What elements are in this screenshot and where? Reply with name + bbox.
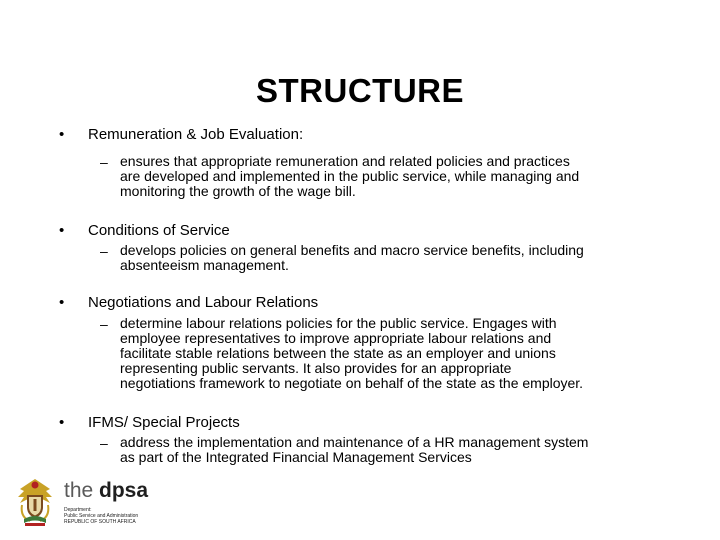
- logo-word-the: the: [64, 479, 100, 502]
- bullet-marker: •: [59, 294, 65, 311]
- bullet-heading: Conditions of Service: [88, 222, 230, 239]
- logo-subtitle-line: Department:: [64, 507, 92, 513]
- page-title: STRUCTURE: [256, 72, 464, 109]
- bullet-description: [120, 435, 660, 465]
- description-line: determine labour relations policies for the public service. Engages with: [120, 315, 557, 331]
- bullet-marker: •: [59, 414, 65, 431]
- sub-dash: –: [100, 154, 108, 170]
- sub-dash: –: [100, 243, 108, 259]
- description-line: representing public servants. It also provides for an appropriate: [120, 360, 512, 376]
- logo-wordmark: [64, 479, 148, 503]
- logo-subtitle-line: REPUBLIC OF SOUTH AFRICA: [64, 519, 136, 525]
- bullet-heading: Negotiations and Labour Relations: [88, 294, 319, 311]
- bullet-marker: •: [59, 126, 65, 143]
- logo-subtitle: [64, 507, 138, 525]
- bullet-heading: IFMS/ Special Projects: [88, 414, 240, 431]
- bullet-marker: •: [59, 222, 65, 239]
- description-line: employee representatives to improve appropriate labour relations and: [120, 330, 552, 346]
- description-line: absenteeism management.: [120, 257, 289, 273]
- description-line: ensures that appropriate remuneration and related policies and practices: [120, 153, 570, 169]
- description-line: monitoring the growth of the wage bill.: [120, 183, 356, 199]
- sub-dash: –: [100, 316, 108, 332]
- sub-dash: –: [100, 435, 108, 451]
- logo-subtitle-line: Public Service and Administration: [64, 513, 139, 519]
- description-line: as part of the Integrated Financial Management Services: [120, 449, 472, 465]
- description-line: are developed and implemented in the public service, while managing and: [120, 168, 580, 184]
- description-line: negotiations framework to negotiate on behalf of the state as the employer.: [120, 375, 584, 391]
- bullet-heading: Remuneration & Job Evaluation:: [88, 126, 304, 143]
- coat-of-arms-icon: [14, 477, 56, 527]
- bullet-description: [120, 316, 660, 391]
- description-line: address the implementation and maintenance of a HR management system: [120, 434, 589, 450]
- description-line: facilitate stable relations between the state as an employer and unions: [120, 345, 556, 361]
- description-line: develops policies on general benefits and macro service benefits, including: [120, 242, 584, 258]
- dpsa-logo: [14, 477, 149, 527]
- bullet-description: [120, 154, 660, 199]
- logo-word-dpsa: dpsa: [99, 479, 149, 502]
- bullet-description: [120, 243, 660, 273]
